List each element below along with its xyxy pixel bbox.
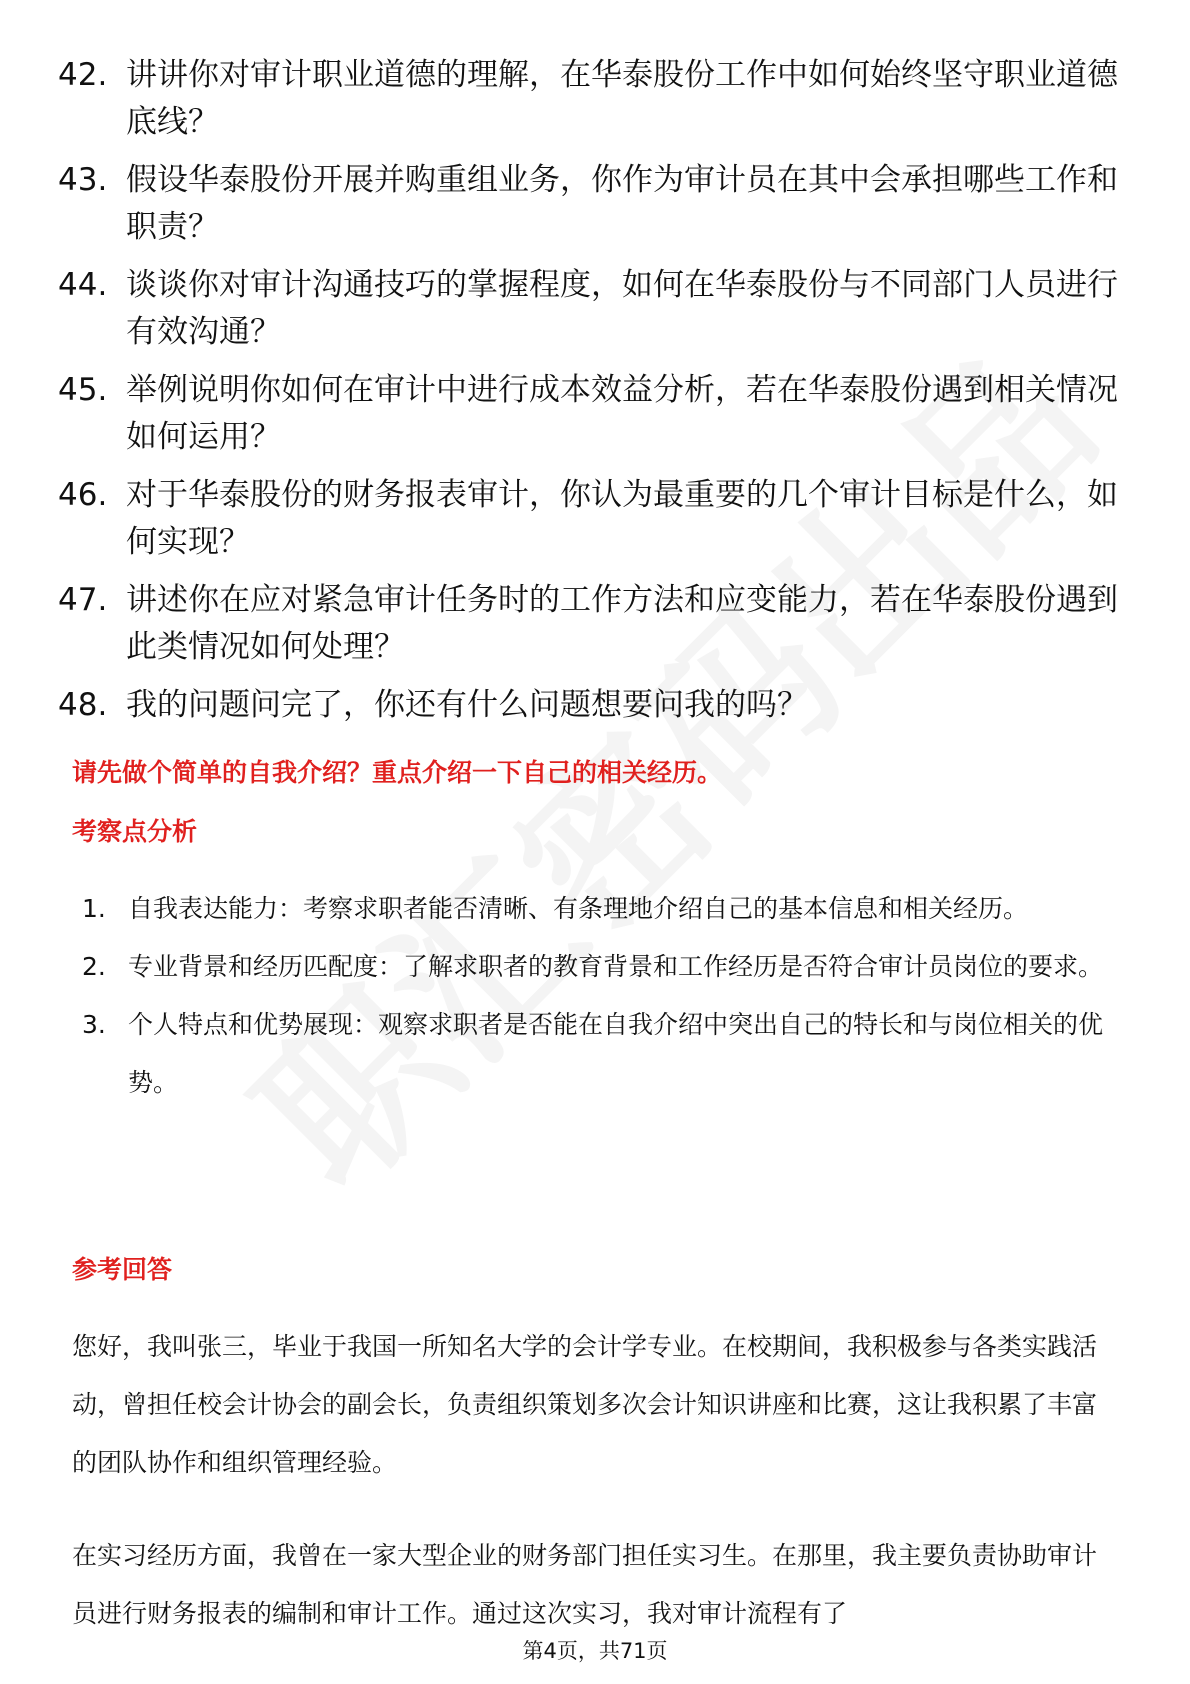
question-list <box>58 52 1118 740</box>
analysis-number: 3. <box>82 1010 106 1039</box>
question-number: 46. <box>58 477 108 513</box>
analysis-item <box>82 880 1122 938</box>
analysis-text: 自我表达能力：考察求职者能否清晰、有条理地介绍自己的基本信息和相关经历。 <box>128 894 1029 923</box>
analysis-item <box>82 938 1122 996</box>
question-text: 假设华泰股份开展并购重组业务，你作为审计员在其中会承担哪些工作和职责？ <box>126 162 1118 245</box>
answer-paragraph: 在实习经历方面，我曾在一家大型企业的财务部门担任实习生。在那里，我主要负责协助审计员进行财务报表的编制和审计工作。通过这次实习，我对审计流程有了 <box>72 1541 1098 1628</box>
question-item <box>58 262 1118 356</box>
analysis-text: 个人特点和优势展现：观察求职者是否能在自我介绍中突出自己的特长和与岗位相关的优势。 <box>128 1010 1104 1097</box>
question-number: 43. <box>58 162 108 198</box>
question-item <box>58 157 1118 251</box>
analysis-number: 1. <box>82 894 106 923</box>
analysis-text: 专业背景和经历匹配度：了解求职者的教育背景和工作经历是否符合审计员岗位的要求。 <box>128 952 1104 981</box>
question-item <box>58 52 1118 146</box>
question-text: 对于华泰股份的财务报表审计，你认为最重要的几个审计目标是什么，如何实现？ <box>126 477 1118 560</box>
question-number: 48. <box>58 687 108 723</box>
question-number: 42. <box>58 57 108 93</box>
question-text: 讲讲你对审计职业道德的理解，在华泰股份工作中如何始终坚守职业道德底线？ <box>126 57 1118 140</box>
question-text: 举例说明你如何在审计中进行成本效益分析，若在华泰股份遇到相关情况如何运用？ <box>126 372 1118 455</box>
question-text: 讲述你在应对紧急审计任务时的工作方法和应变能力，若在华泰股份遇到此类情况如何处理？ <box>126 582 1118 665</box>
question-heading: 请先做个简单的自我介绍？重点介绍一下自己的相关经历。 <box>72 758 723 787</box>
question-number: 47. <box>58 582 108 618</box>
question-text: 谈谈你对审计沟通技巧的掌握程度，如何在华泰股份与不同部门人员进行有效沟通？ <box>126 267 1118 350</box>
analysis-heading: 考察点分析 <box>72 817 198 846</box>
analysis-number: 2. <box>82 952 106 981</box>
page-footer: 第4页，共71页 <box>522 1639 668 1663</box>
question-number: 44. <box>58 267 108 303</box>
question-text: 我的问题问完了，你还有什么问题想要问我的吗？ <box>126 687 808 723</box>
question-item <box>58 367 1118 461</box>
question-number: 45. <box>58 372 108 408</box>
question-item <box>58 472 1118 566</box>
analysis-list <box>82 880 1122 1112</box>
question-item <box>58 577 1118 671</box>
answer-heading: 参考回答 <box>72 1255 173 1284</box>
question-item <box>58 682 1118 729</box>
analysis-item <box>82 996 1122 1112</box>
answer-paragraph: 您好，我叫张三，毕业于我国一所知名大学的会计学专业。在校期间，我积极参与各类实践活动，曾担任校会计协会的副会长，负责组织策划多次会计知识讲座和比赛，这让我积累了丰富的团队协作和组织管理经验。 <box>72 1332 1098 1477</box>
